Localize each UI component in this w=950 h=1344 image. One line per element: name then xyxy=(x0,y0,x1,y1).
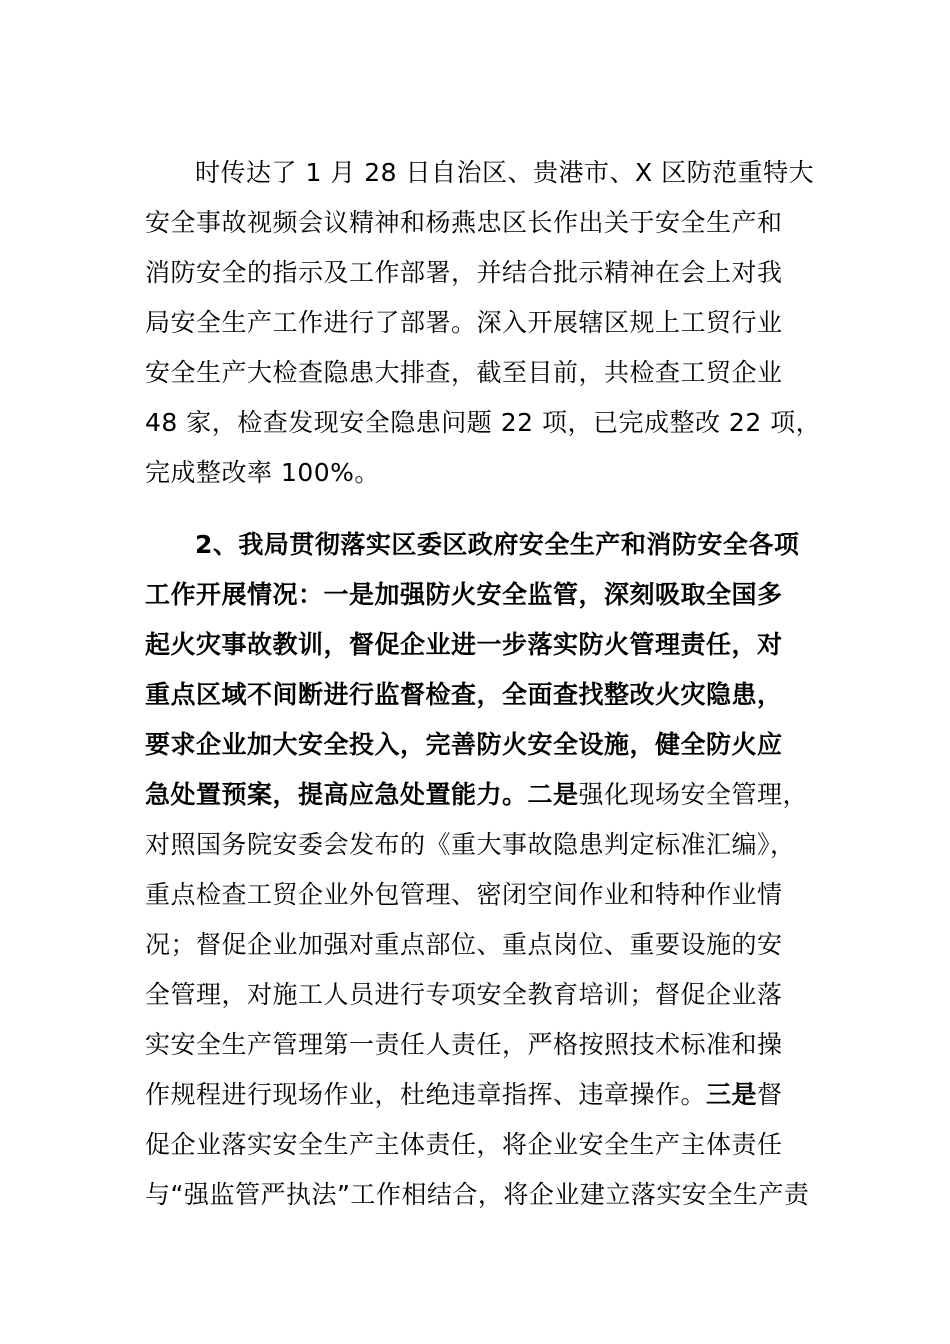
text-line: 重点检查工贸企业外包管理、密闭空间作业和特种作业情 xyxy=(145,880,783,909)
text-line: 安全生产大检查隐患大排查，截至目前，共检查工贸企业 xyxy=(145,358,783,387)
text-line: 安全事故视频会议精神和杨燕忠区长作出关于安全生产和 xyxy=(145,208,783,237)
text-line: 全管理，对施工人员进行专项安全教育培训；督促企业落 xyxy=(145,980,783,1009)
text-line: 重点区域不间断进行监督检查，全面查找整改火灾隐患， xyxy=(145,680,783,709)
text-line: 工作开展情况：一是加强防火安全监管，深刻吸取全国多 xyxy=(145,580,783,609)
normal-run: 强化现场安全管理， xyxy=(578,780,809,809)
text-line: 促企业落实安全生产主体责任，将企业安全生产主体责任 xyxy=(145,1130,783,1159)
text-line: 完成整改率 100%。 xyxy=(145,458,380,487)
bold-run: 三是 xyxy=(706,1080,758,1109)
text-line: 48 家，检查发现安全隐患问题 22 项，已完成整改 22 项， xyxy=(145,408,822,437)
text-line: 起火灾事故教训，督促企业进一步落实防火管理责任，对 xyxy=(145,630,783,659)
section-heading: 2、我局贯彻落实区委区政府安全生产和消防安全各项 xyxy=(195,530,800,559)
paragraph-2 xyxy=(145,520,810,1220)
text-line: 与“强监管严执法”工作相结合，将企业建立落实安全生产责 xyxy=(145,1180,810,1209)
normal-run: 作规程进行现场作业，杜绝违章指挥、违章操作。 xyxy=(145,1080,707,1109)
text-line: 要求企业加大安全投入，完善防火安全设施，健全防火应 xyxy=(145,730,783,759)
text-line xyxy=(145,770,807,820)
text-line: 局安全生产工作进行了部署。深入开展辖区规上工贸行业 xyxy=(145,308,783,337)
paragraph-1 xyxy=(145,148,822,498)
text-line xyxy=(145,1070,807,1120)
text-line: 况；督促企业加强对重点部位、重点岗位、重要设施的安 xyxy=(145,930,783,959)
text-line: 对照国务院安委会发布的《重大事故隐患判定标准汇编》， xyxy=(145,830,796,859)
text-line: 时传达了 1 月 28 日自治区、贵港市、X 区防范重特大 xyxy=(195,158,815,187)
text-line: 实安全生产管理第一责任人责任，严格按照技术标准和操 xyxy=(145,1030,783,1059)
bold-run: 急处置预案，提高应急处置能力。二是 xyxy=(145,780,579,809)
text-line: 消防安全的指示及工作部署，并结合批示精神在会上对我 xyxy=(145,258,783,287)
normal-run: 督 xyxy=(757,1080,783,1109)
